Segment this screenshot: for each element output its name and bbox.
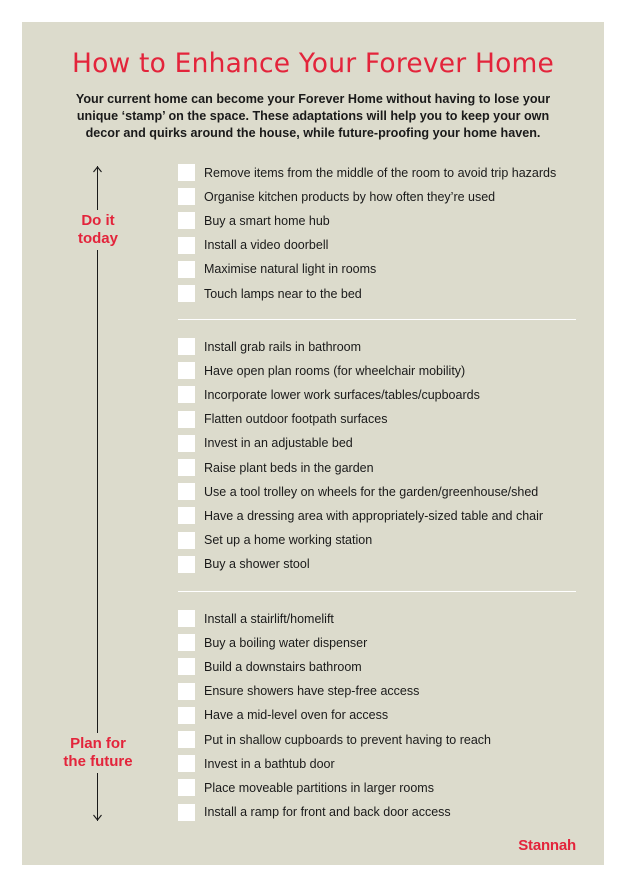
checklist-item[interactable] xyxy=(178,411,387,428)
empty-checkbox-icon[interactable] xyxy=(178,507,195,524)
brand-logo: Stannah xyxy=(518,837,576,854)
empty-checkbox-icon[interactable] xyxy=(178,435,195,452)
checklist-item[interactable] xyxy=(178,658,362,675)
checklist-item-label: Maximise natural light in rooms xyxy=(204,262,377,277)
checklist-item-label: Have open plan rooms (for wheelchair mobility) xyxy=(204,363,466,378)
checklist-item[interactable] xyxy=(178,212,330,229)
checklist-item[interactable] xyxy=(178,483,538,500)
empty-checkbox-icon[interactable] xyxy=(178,285,195,302)
checklist-item-label: Put in shallow cupboards to prevent having to reach xyxy=(204,732,491,747)
checklist-item-label: Set up a home working station xyxy=(204,533,373,548)
intro-paragraph xyxy=(46,91,580,142)
checklist-item[interactable] xyxy=(178,261,376,278)
checklist-item-label: Have a dressing area with appropriately-sized table and chair xyxy=(204,508,544,523)
checklist-item-label: Have a mid-level oven for access xyxy=(204,708,389,723)
empty-checkbox-icon[interactable] xyxy=(178,386,195,403)
checklist-item[interactable] xyxy=(178,459,374,476)
intro-line: decor and quirks around the house, while future-proofing your home haven. xyxy=(85,126,541,140)
empty-checkbox-icon[interactable] xyxy=(178,532,195,549)
checklist-item-label: Build a downstairs bathroom xyxy=(204,659,362,674)
empty-checkbox-icon[interactable] xyxy=(178,483,195,500)
checklist-item-label: Install grab rails in bathroom xyxy=(204,339,362,354)
checklist-item[interactable] xyxy=(178,338,361,355)
empty-checkbox-icon[interactable] xyxy=(178,237,195,254)
timeline-end-line: Plan for xyxy=(70,735,126,752)
checklist-item[interactable] xyxy=(178,285,362,302)
empty-checkbox-icon[interactable] xyxy=(178,212,195,229)
checklist-item[interactable] xyxy=(178,362,465,379)
empty-checkbox-icon[interactable] xyxy=(178,779,195,796)
checklist-item[interactable] xyxy=(178,755,335,772)
checklist-item[interactable] xyxy=(178,610,334,627)
checklist-item-label: Place moveable partitions in larger rooms xyxy=(204,780,434,795)
checklist-item-label: Install a ramp for front and back door access xyxy=(204,805,451,820)
checklist-item-label: Buy a boiling water dispenser xyxy=(204,635,368,650)
checklist-item-label: Buy a smart home hub xyxy=(204,213,330,228)
checklist-item[interactable] xyxy=(178,634,367,651)
timeline-end-line: the future xyxy=(63,753,133,770)
empty-checkbox-icon[interactable] xyxy=(178,164,195,181)
checklist-item-label: Invest in a bathtub door xyxy=(204,756,335,771)
empty-checkbox-icon[interactable] xyxy=(178,683,195,700)
checklist-item-label: Organise kitchen products by how often they’re used xyxy=(204,189,496,204)
checklist-item-label: Buy a shower stool xyxy=(204,557,310,572)
arrow-up-icon xyxy=(93,166,101,174)
empty-checkbox-icon[interactable] xyxy=(178,362,195,379)
group-divider xyxy=(178,319,576,320)
timeline-start-label xyxy=(62,210,134,250)
empty-checkbox-icon[interactable] xyxy=(178,755,195,772)
checklist-item[interactable] xyxy=(178,779,434,796)
checklist-item-label: Touch lamps near to the bed xyxy=(204,286,362,301)
intro-line: Your current home can become your Forever Home without having to lose your xyxy=(75,92,551,106)
page-title: How to Enhance Your Forever Home xyxy=(71,48,554,79)
checklist-item-label: Use a tool trolley on wheels for the garden/greenhouse/shed xyxy=(204,484,539,499)
checklist-item[interactable] xyxy=(178,731,491,748)
intro-line: unique ‘stamp’ on the space. These adaptations will help you to keep your own xyxy=(76,109,550,123)
empty-checkbox-icon[interactable] xyxy=(178,707,195,724)
checklist-item[interactable] xyxy=(178,188,495,205)
checklist-item[interactable] xyxy=(178,556,310,573)
checklist-item-label: Ensure showers have step-free access xyxy=(204,684,420,699)
checklist-item-label: Invest in an adjustable bed xyxy=(204,436,353,451)
arrow-down-icon xyxy=(93,813,101,821)
checklist-item-label: Remove items from the middle of the room to avoid trip hazards xyxy=(204,165,557,180)
checklist-item[interactable] xyxy=(178,507,543,524)
checklist-item-label: Incorporate lower work surfaces/tables/cupboards xyxy=(204,387,480,402)
checklist-item[interactable] xyxy=(178,707,388,724)
checklist-item[interactable] xyxy=(178,804,451,821)
empty-checkbox-icon[interactable] xyxy=(178,411,195,428)
empty-checkbox-icon[interactable] xyxy=(178,261,195,278)
timeline-start-line: today xyxy=(77,230,118,247)
checklist-item-label: Flatten outdoor footpath surfaces xyxy=(204,412,388,427)
empty-checkbox-icon[interactable] xyxy=(178,731,195,748)
group-divider xyxy=(178,591,576,592)
empty-checkbox-icon[interactable] xyxy=(178,658,195,675)
checklist-item-label: Install a video doorbell xyxy=(204,238,329,253)
infographic-card xyxy=(22,22,604,865)
checklist-item[interactable] xyxy=(178,435,353,452)
timeline-axis xyxy=(97,166,98,821)
checklist-item[interactable] xyxy=(178,237,328,254)
empty-checkbox-icon[interactable] xyxy=(178,459,195,476)
empty-checkbox-icon[interactable] xyxy=(178,556,195,573)
empty-checkbox-icon[interactable] xyxy=(178,188,195,205)
empty-checkbox-icon[interactable] xyxy=(178,610,195,627)
checklist-item[interactable] xyxy=(178,386,480,403)
empty-checkbox-icon[interactable] xyxy=(178,338,195,355)
empty-checkbox-icon[interactable] xyxy=(178,634,195,651)
checklist-item[interactable] xyxy=(178,683,419,700)
empty-checkbox-icon[interactable] xyxy=(178,804,195,821)
checklist-item-label: Install a stairlift/homelift xyxy=(204,611,334,626)
checklist-item[interactable] xyxy=(178,532,372,549)
timeline-end-label xyxy=(50,733,146,773)
checklist-item[interactable] xyxy=(178,164,556,181)
checklist-item-label: Raise plant beds in the garden xyxy=(204,460,374,475)
timeline-start-line: Do it xyxy=(81,212,115,229)
